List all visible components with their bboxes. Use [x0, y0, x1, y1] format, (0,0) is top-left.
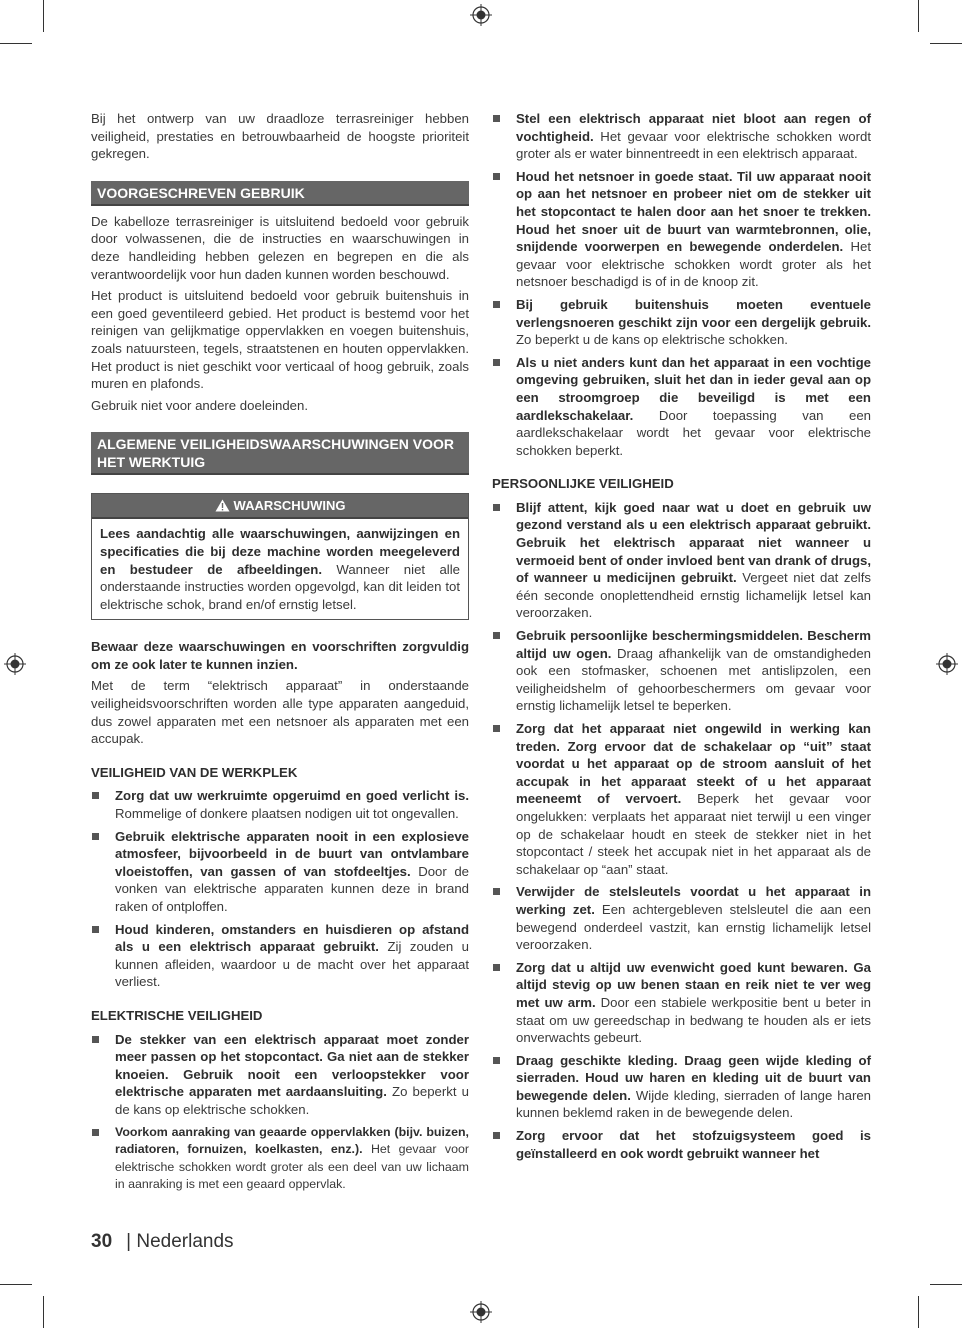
registration-mark-icon	[936, 653, 958, 675]
term-definition: Met de term “elektrisch apparaat” in onderstaande veiligheidsvoorschriften worden alle type apparaten aangeduid, dus zowel apparaten met een netsnoer als apparaten met een accupak.	[91, 678, 469, 747]
bullet-square-icon	[493, 888, 500, 895]
page-number: 30	[91, 1231, 113, 1252]
list-item	[492, 1127, 871, 1162]
bullet-square-icon	[493, 173, 500, 180]
persoonlijk-list	[492, 499, 871, 1162]
subheading-persoonlijk: PERSOONLIJKE VEILIGHEID	[492, 476, 674, 492]
list-item	[492, 296, 871, 349]
werkplek-list	[91, 787, 469, 991]
bullet-square-icon	[493, 725, 500, 732]
item-text: Het gevaar voor elektrische schokken wordt groter als het netsnoer beschadigd is of in de knoop zit.	[516, 239, 872, 290]
item-bold: Zorg dat u altijd uw evenwicht goed kunt bewaren. Ga altijd stevig op uw benen staan en reik niet te ver weg met uw arm.	[516, 959, 871, 1010]
body-paragraph: Het product is uitsluitend bedoeld voor gebruik buitenshuis in een goed geventileerd gebied. Het product is bestemd voor het reinigen van gelijkmatige oppervlakken en voegen buitenshuis, zoals natuursteen, tegels, straatstenen en houten oppervlakken. Het product is niet geschikt voor verticaal of hoog gebruik, zoals muren en plafonds.	[91, 288, 469, 392]
registration-mark-icon	[470, 4, 492, 26]
list-item	[91, 921, 469, 991]
bullet-square-icon	[493, 359, 500, 366]
bullet-square-icon	[92, 1129, 99, 1136]
list-item	[492, 168, 871, 291]
registration-mark-icon	[4, 653, 26, 675]
bullet-square-icon	[92, 792, 99, 799]
item-bold: Gebruik elektrische apparaten nooit in een explosieve atmosfeer, bijvoorbeeld in de buurt van ontvlambare vloeistoffen, van gassen of van stofdeeltjes.	[115, 828, 469, 879]
item-text: Een achtergebleven stelsleutel die aan een bewegend onderdeel vastzit, kan ernstig lichamelijk letsel veroorzaken.	[516, 901, 871, 953]
item-bold: Voorkom aanraking van geaarde oppervlakken (bijv. buizen, radiatoren, fornuizen, koelkasten, enz.).	[115, 1124, 469, 1157]
list-item	[492, 959, 871, 1047]
item-text: Het gevaar voor elektrische schokken wordt groter als er water binnentreedt in een elektrisch apparaat.	[516, 128, 871, 162]
item-bold: Zorg ervoor dat het stofzuigsysteem goed is geïnstalleerd en ook wordt gebruikt wanneer het	[516, 1128, 871, 1161]
crop-mark	[930, 43, 962, 44]
bullet-square-icon	[493, 1057, 500, 1064]
item-bold: Bij gebruik buitenshuis moeten eventuele verlengsnoeren geschikt zijn voor een dergelijk gebruik.	[516, 296, 871, 330]
list-item	[492, 354, 871, 460]
item-bold: De stekker van een elektrisch apparaat moet zonder meer passen op het stopcontact. Ga niet aan de stekker knoeien. Gebruik nooit een verloopstekker voor elektrische apparaten met aardaansluiting.	[115, 1031, 469, 1100]
subheading-werkplek: VEILIGHEID VAN DE WERKPLEK	[91, 764, 298, 780]
list-item	[492, 627, 871, 715]
item-text: Door de vonken van elektrische apparaten kunnen deze in brand raken of ontploffen.	[115, 863, 469, 914]
item-text: Beperk het gevaar voor ongelukken: verplaats het apparaat niet terwijl u een vinger op de schakelaar houdt en steek de stekker niet in het stopcontact / steek het accupak niet in het apparaat als de schakelaar op “aan” staat.	[516, 791, 871, 877]
item-text: Rommelige of donkere plaatsen nodigen uit tot ongevallen.	[115, 806, 459, 822]
warning-triangle-icon	[215, 499, 230, 512]
list-item	[91, 787, 469, 822]
item-bold: Zorg dat het apparaat niet ongewild in werking kan treden. Zorg ervoor dat de schakelaar op “uit” staat voordat u het apparaat op de stroom aansluit of het accupak in het apparaat steekt of u het apparaat meeneemt of vervoert.	[516, 721, 871, 807]
crop-mark	[0, 1284, 32, 1285]
item-bold: Gebruik persoonlijke beschermingsmiddelen. Bescherm altijd uw ogen.	[516, 628, 871, 661]
warning-label: WAARSCHUWING	[233, 498, 346, 514]
item-bold: Draag geschikte kleding. Draag geen wijde kleding of sierraden. Houd uw haren en kleding uit de buurt van bewegende delen.	[516, 1052, 871, 1103]
subheading-elektrisch: ELEKTRISCHE VEILIGHEID	[91, 1007, 263, 1023]
item-text: Zij zouden u kunnen afleiden, waardoor u de macht over het apparaat verliest.	[115, 939, 469, 990]
item-text: Zo beperkt u de kans op elektrische schokken.	[115, 1084, 469, 1117]
list-item	[492, 883, 871, 953]
bullet-square-icon	[92, 1036, 99, 1043]
item-bold: Houd het netsnoer in goede staat. Til uw apparaat nooit op aan het netsnoer en probeer niet om de stekker uit het stopcontact te halen door aan het snoer te trekken. Houd het snoer uit de buurt van warmtebronnen, olie, snijdende voorwerpen en bewegende onderdelen.	[516, 168, 871, 255]
footer-language: | Nederlands	[126, 1231, 234, 1252]
bullet-square-icon	[493, 1132, 500, 1139]
list-item	[492, 499, 871, 622]
bullet-square-icon	[493, 301, 500, 308]
item-bold: Stel een elektrisch apparaat niet bloot aan regen of vochtigheid.	[516, 111, 871, 144]
elektrisch-list-left	[91, 1031, 469, 1194]
item-bold: Zorg dat uw werkruimte opgeruimd en goed verlicht is.	[115, 788, 469, 804]
crop-mark	[0, 43, 32, 44]
item-text: Zo beperkt u de kans op elektrische schokken.	[516, 332, 788, 348]
warning-bold-text: Lees aandachtig alle waarschuwingen, aanwijzingen en specificaties die bij deze machine worden meegeleverd en bestudeer de afbeeldingen.	[100, 526, 460, 577]
warning-box	[91, 493, 469, 620]
registration-mark-icon	[470, 1301, 492, 1323]
warning-header	[92, 494, 468, 519]
list-item	[91, 1124, 469, 1194]
body-paragraph: Gebruik niet voor andere doeleinden.	[91, 397, 309, 413]
item-text: Het gevaar voor elektrische schokken wordt groter als een deel van uw lichaam in aanraking is met een geaard oppervlak.	[115, 1142, 469, 1192]
crop-mark	[43, 1296, 44, 1328]
keep-instructions-note: Bewaar deze waarschuwingen en voorschriften zorgvuldig om ze ook later te kunnen inzien.	[91, 639, 469, 672]
item-bold: Als u niet anders kunt dan het apparaat in een vochtige omgeving gebruiken, sluit het dan in ieder geval aan op een stroomgroep die beveiligd is met een aardlekschakelaar.	[516, 354, 871, 423]
bullet-square-icon	[92, 926, 99, 933]
crop-mark	[918, 1296, 919, 1328]
elektrisch-list-right	[492, 110, 871, 459]
crop-mark	[43, 0, 44, 32]
section-heading-veiligheidswaarschuwingen: ALGEMENE VEILIGHEIDSWAARSCHUWINGEN VOOR HET WERKTUIG	[91, 432, 469, 475]
intro-paragraph: Bij het ontwerp van uw draadloze terrasreiniger hebben veiligheid, prestaties en betrouwbaarheid de hoogste prioriteit gekregen.	[91, 111, 469, 162]
list-item	[91, 828, 469, 916]
item-text: Vergeet niet dat zelfs één seconde onoplettendheid ernstig lichamelijk letsel kan veroorzaken.	[516, 570, 871, 621]
bullet-square-icon	[493, 964, 500, 971]
left-column	[91, 110, 469, 1199]
item-bold: Houd kinderen, omstanders en huisdieren op afstand als u een elektrisch apparaat gebruikt.	[115, 921, 469, 955]
bullet-square-icon	[92, 833, 99, 840]
item-text: Wijde kleding, sierraden of lange haren kunnen beklemd raken in de bewegende delen.	[516, 1087, 872, 1121]
page-footer	[91, 1231, 234, 1253]
item-bold: Blijf attent, kijk goed naar wat u doet en gebruik uw gezond verstand als u een elektrisch apparaat gebruikt. Gebruik het elektrisch apparaat niet wanneer u vermoeid bent of onder invloed bent van drank of drugs, of wanneer u medicijnen gebruikt.	[516, 499, 871, 586]
warning-body	[92, 519, 468, 619]
section-heading-voorgeschreven-gebruik: VOORGESCHREVEN GEBRUIK	[91, 181, 469, 206]
bullet-square-icon	[493, 632, 500, 639]
body-paragraph: De kabelloze terrasreiniger is uitsluitend bedoeld voor gebruik door volwassenen, die de instructies en waarschuwingen in deze handleiding hebben gelezen en begrepen en die als verantwoordelijk voor hun daden kunnen worden beschouwd.	[91, 213, 469, 282]
list-item	[492, 720, 871, 878]
warning-text: Wanneer niet alle onderstaande instructies worden opgevolgd, kan dit leiden tot elektrische schok, brand en/of ernstig letsel.	[100, 561, 460, 612]
right-column	[492, 110, 871, 1167]
item-bold: Verwijder de stelsleutels voordat u het apparaat in werking zet.	[516, 884, 871, 917]
item-text: Door toepassing van een aardlekschakelaar wordt het gevaar voor elektrische schokken beperkt.	[516, 407, 871, 458]
bullet-square-icon	[493, 504, 500, 511]
bullet-square-icon	[493, 115, 500, 122]
crop-mark	[918, 0, 919, 32]
list-item	[492, 1052, 871, 1122]
list-item	[91, 1031, 469, 1119]
item-text: Draag afhankelijk van de omstandigheden ook een stofmasker, schoenen met antislipzolen, een veiligheidshelm of gehoorbeschermers om gevaar voor ernstig lichamelijk letsel te beperken.	[516, 645, 871, 714]
item-text: Door een stabiele werkpositie bent u beter in staat om uw gereedschap in bedwang te houden als er iets onverwachts gebeurt.	[516, 994, 872, 1046]
crop-mark	[930, 1284, 962, 1285]
list-item	[492, 110, 871, 163]
